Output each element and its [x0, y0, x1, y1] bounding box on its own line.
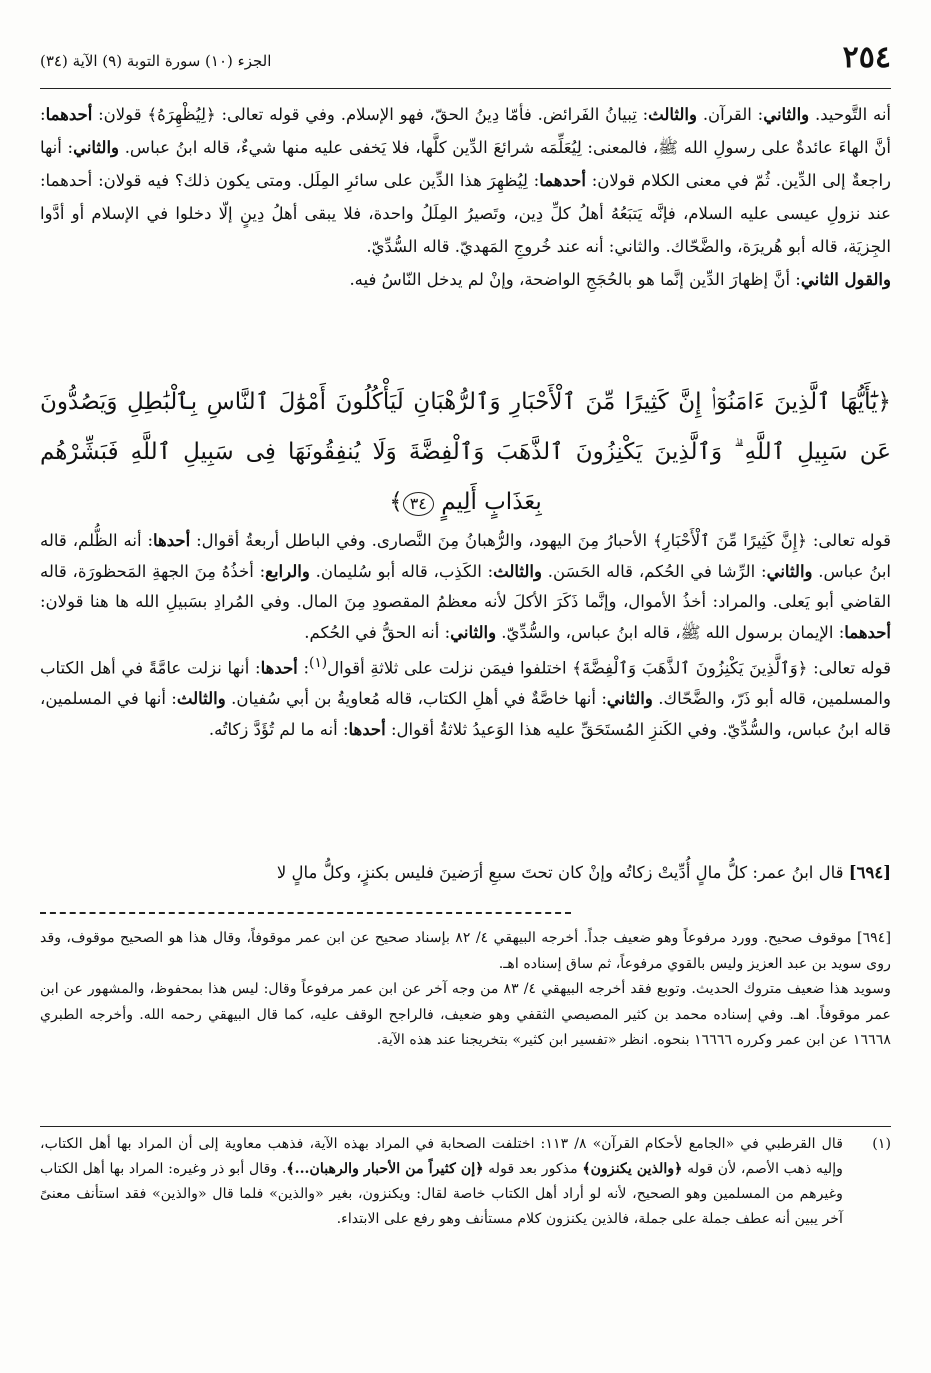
bold-quote: ﴿والذين يكنزون﴾ — [582, 1161, 683, 1177]
bold-label: والثالث — [176, 689, 226, 708]
header-rule — [40, 88, 891, 89]
hadith-number: [٦٩٤] — [848, 863, 891, 882]
page-number: ٢٥٤ — [842, 40, 891, 75]
running-head: الجزء (١٠) سورة التوبة (٩) الآية (٣٤) — [40, 52, 272, 70]
paragraph: والقول الثاني: أنَّ إظهارَ الدِّين إنَّما هو بالحُجَجِ الواضحة، وإنْ لم يدخل النّاسُ فيه. — [349, 270, 891, 289]
paragraph: قوله تعالى: ﴿إِنَّ كَثِيرًا مِّنَ ٱلْأَحْبَارِ﴾ الأحبارُ مِنَ اليهود، والرُّهبانُ مِنَ النَّصارى. وفي الباطل أربعةُ أقوال: أحدها: أنه الظُّلم، قاله ابنُ عباس. والثاني: الرِّشا في الحُكم، قاله الحَسَن. والثالث: الكَذِب، قاله أبو سُليمان. والرابع: أخذُهُ مِنَ الجهةِ المَحظورَة، قاله القاضي أبو يَعلى. والمراد: أخذُ الأموال، وإنَّما ذَكَرَ الأكلَ لأنه معظمُ المقصودِ مِنَ المال. وفي المُرادِ بسَبيلِ الله ها هنا قولان: أحدهما: الإيمان برسول الله ﷺ، قاله ابنُ عباس، والسُّدِّيّ. والثاني: أنه الحقُّ في الحُكم. — [40, 531, 892, 642]
footnote-text: قال القرطبي في «الجامع لأحكام القرآن» ٨/ ١١٣: اختلفت الصحابة في المراد بهذه الآية، فذهب معاوية إلى أن المراد بها أهل الكتاب، وإليه ذهب الأصم، لأن قوله ﴿والذين يكنزون﴾ مذكور بعد قوله ﴿إن كثيراً من الأحبار والرهبان...﴾. وقال أبو ذر وغيره: المراد بها أهل الكتاب وغيرهم من المسلمين وهو الصحيح، لأنه لو أراد أهل الكتاب خاصة لقال: ويكنزون، بغير «والذين» فلما قال «والذين» فقد استأنف معنىً آخر يبين أنه عطف جملة على جملة، فالذين يكنزون كلام مستأنف وهو رفع على الابتداء. — [40, 1136, 843, 1227]
main-text — [40, 98, 891, 296]
footnote-marker: (١) — [872, 1136, 891, 1152]
quran-verse — [40, 377, 891, 527]
dashed-divider — [40, 912, 571, 914]
bold-label: والرابع — [265, 561, 310, 581]
bold-label: والثاني — [73, 138, 119, 157]
bold-label: والثاني — [450, 622, 497, 642]
bold-label: والثالث — [493, 561, 542, 581]
takhrij-line: وسويد هذا ضعيف متروك الحديث. وتوبع فقد أخرجه البيهقي ٤/ ٨٣ من وجه آخر عن ابن عمر مرفوعاً وقال: ليس هذا بمحفوظ، والمشهور عن ابن عمر موقوفاً. اهـ. وفي إسناده محمد بن كثير المصيصي الثقفي وهو ضعيف، فالراجح الوقف عليه، كما قال البيهقي رحمه الله. وأخرجه الطبري ١٦٦٦٨ عن ابن عمر وكرره ١٦٦٦٦ بنحوه. انظر «تفسير ابن كثير» بتخريجنا عند هذه الآية. — [40, 981, 891, 1048]
paragraph: قوله تعالى: ﴿وَٱلَّذِينَ يَكْنِزُونَ ٱلذَّهَبَ وَٱلْفِضَّةَ﴾ اختلفوا فيمَن نزلت على ثلاثةِ أقوال$^{(١)}$: أحدها: أنها نزلت عامَّةً في أهل الكتاب والمسلمين، قاله أبو ذَرّ، والضَّحّاك. والثاني: أنها خاصَّةٌ في أهلِ الكتاب، قاله مُعاويةُ بن أبي سُفيان. والثالث: أنها في المسلمين، قاله ابنُ عباس، والسُّدِّيّ. وفي الكَنزِ المُستَحَقِّ عليه هذا الوَعيدُ ثلاثةُ أقوال: أحدها: أنه ما لم تُؤَدَّ زكاتُه. — [40, 655, 891, 739]
bold-label: والثاني — [763, 105, 810, 124]
bold-label: أحدهما — [539, 171, 586, 190]
footnote-ref[interactable]: (١) — [309, 655, 328, 671]
verse-text: ﴿يَٰٓأَيُّهَا ٱلَّذِينَ ءَامَنُوٓا۟ إِنَّ كَثِيرًا مِّنَ ٱلْأَحْبَارِ وَٱلرُّهْبَانِ لَيَأْكُلُونَ أَمْوَٰلَ ٱلنَّاسِ بِٱلْبَٰطِلِ وَيَصُدُّونَ عَن سَبِيلِ ٱللَّهِ ۗ وَٱلَّذِينَ يَكْنِزُونَ ٱلذَّهَبَ وَٱلْفِضَّةَ وَلَا يُنفِقُونَهَا فِى سَبِيلِ ٱللَّهِ فَبَشِّرْهُم بِعَذَابٍ أَلِيمٍ — [40, 389, 891, 515]
bold-quote: ﴿إن كثيراً من الأحبار والرهبان...﴾ — [286, 1161, 484, 1177]
ayah-number: ٣٤ — [403, 492, 434, 516]
bold-label: أحدها — [153, 531, 191, 550]
footnote-rule — [40, 1126, 891, 1127]
bold-label: والثاني — [606, 689, 653, 708]
hadith — [40, 858, 891, 888]
bold-label: أحدهما — [45, 105, 93, 124]
verse-close: ﴾ — [389, 489, 403, 515]
commentary — [40, 526, 891, 745]
bold-label: والثاني — [766, 561, 813, 581]
bold-label: والثالث — [648, 105, 697, 124]
footnote — [40, 1132, 891, 1232]
bold-label: أحدها — [348, 719, 386, 739]
bold-label: والقول الثاني — [800, 270, 891, 289]
takhrij-note — [40, 926, 891, 1054]
bold-label: أحدهما — [844, 622, 891, 642]
paragraph: أنه التَّوحيد. والثاني: القرآن. والثالث: تِبيانُ الفَرائض. فأمّا دِينُ الحقّ، فهو الإسلام. وفي قوله تعالى: ﴿لِيُظْهِرَهُ﴾ قولان: أحدهما: أنَّ الهاءَ عائدةٌ على رسولِ الله ﷺ، فالمعنى: لِيُعَلِّمَه شرائعَ الدِّين كلَّها، فلا يَخفى عليه منها شيءٌ، قاله ابنُ عباس. والثاني: أنها راجعةٌ إلى الدِّين. ثُمّ في معنى الكلام قولان: أحدهما: لِيُظهِرَ هذا الدِّين على سائرِ المِلَل. ومتى يكون ذلك؟ فيه قولان: أحدهما: عند نزولِ عيسى عليه السلام، فإنَّه يَتبَعُهُ أهلُ كلِّ دِين، وتَصيرُ المِلَلُ واحدة، فلا يبقى أهلُ دِينٍ إلّا دخلوا في الإسلام أو أدَّوا الجِزيَة، قاله أبو هُريرَة، والضَّحّاك. والثاني: أنه عند خُروجِ المَهديّ. قاله السُّدِّيّ. — [40, 105, 891, 256]
bold-label: أحدها — [260, 658, 298, 678]
takhrij-line: [٦٩٤] موقوف صحيح. وورد مرفوعاً وهو ضعيف جداً. أخرجه البيهقي ٤/ ٨٢ بإسناد صحيح عن ابن عمر موقوفاً، وقال هذا هو الصحيح موقوف، وقد روى سويد بن عبد العزيز وليس بالقوي مرفوعاً، ثم ساق إسناده اهـ. — [40, 930, 891, 972]
hadith-text: قال ابنُ عمر: كلُّ مالٍ أُدِّيتْ زكاتُه وإنْ كان تحتَ سبعِ أرَضينَ فليس بكنزٍ، وكلُّ مالٍ لا — [276, 863, 849, 882]
page-header — [40, 38, 891, 88]
